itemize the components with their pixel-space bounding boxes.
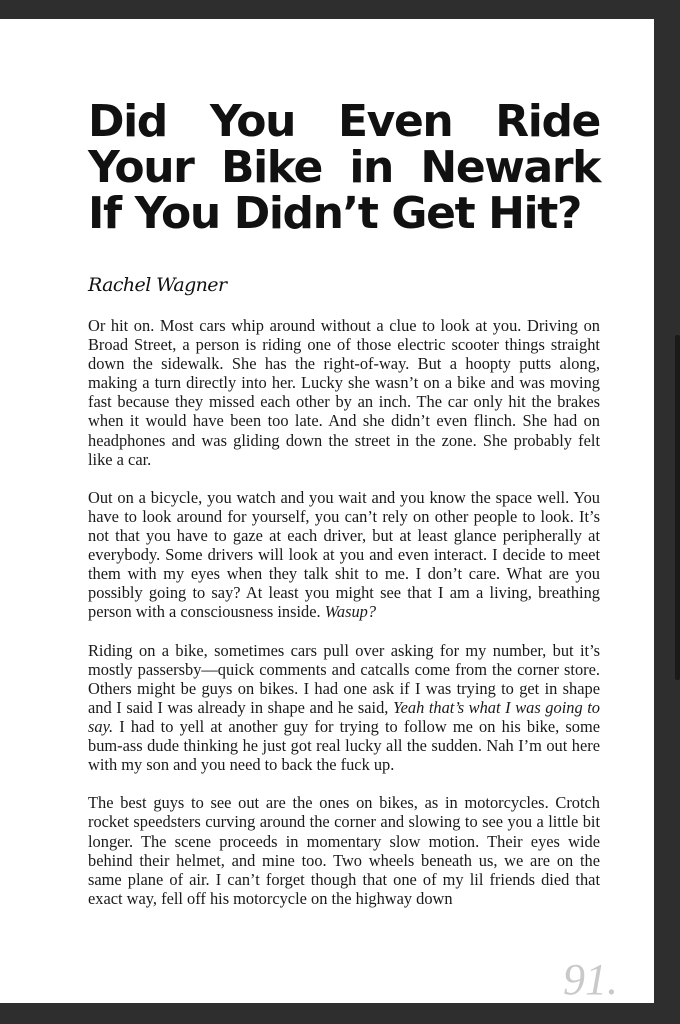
paragraph-italic-text: Wasup? xyxy=(324,602,377,622)
body-paragraph xyxy=(88,488,600,622)
scrollbar-thumb[interactable] xyxy=(675,335,680,680)
article-title: Did You Even Ride Your Bike in Newark If You Didn’t Get Hit? xyxy=(88,96,600,239)
paragraph-text: Or hit on. Most cars whip around without a clue to look at you. Driving on Broad Street, a person is riding one of those electric scooter things straight down the sidewalk. She has the right-of-way. But a hoopty putts along, making a turn directly into her. Lucky she wasn’t on a bike and was moving fast because they missed each other by an inch. The car only hit the brakes when it would have been too late. And she didn’t even flinch. She had on headphones and was gliding down the street in the zone. She probably felt like a car. xyxy=(88,316,600,469)
body-paragraph xyxy=(88,641,600,775)
body-paragraph xyxy=(88,793,600,908)
paragraph-italic-text: Yeah that’s what I was going to say. xyxy=(88,697,600,736)
body-paragraph xyxy=(88,316,600,469)
paragraph-text: The best guys to see out are the ones on bikes, as in motorcycles. Crotch rocket speedsters curving around the corner and slowing to see you a little bit longer. The scene proceeds in momentary slow motion. Their eyes wide behind their helmet, and mine too. Two wheels beneath us, we are on the same plane of air. I can’t forget though that one of my lil friends died that exact way, fell off his motorcycle on the highway down xyxy=(88,793,600,908)
paragraph-text: Riding on a bike, sometimes cars pull over asking for my number, but it’s mostly passersby—quick comments and catcalls come from the corner store. Others might be guys on bikes. I had one ask if I was trying to get in shape and I said I was already in shape and he said, xyxy=(88,640,600,717)
book-page xyxy=(0,19,654,1003)
article-body xyxy=(88,316,600,908)
author-name: Rachel Wagner xyxy=(88,274,227,296)
page-number: 91. xyxy=(563,955,618,1004)
paragraph-text: Out on a bicycle, you watch and you wait and you know the space well. You have to look around for yourself, you can’t rely on other people to look. It’s not that you have to gaze at each driver, but at least glance peripherally at everybody. Some drivers will look at you and even interact. I decide to meet them with my eyes when they talk shit to me. I don’t care. What are you possibly going to say? At least you might see that I am a living, breathing person with a consciousness inside. xyxy=(88,487,600,622)
paragraph-text: I had to yell at another guy for trying to follow me on his bike, some bum-ass dude thinking he just got real lucky all the sudden. Nah I’m out here with my son and you need to back the fuck up. xyxy=(88,716,600,775)
